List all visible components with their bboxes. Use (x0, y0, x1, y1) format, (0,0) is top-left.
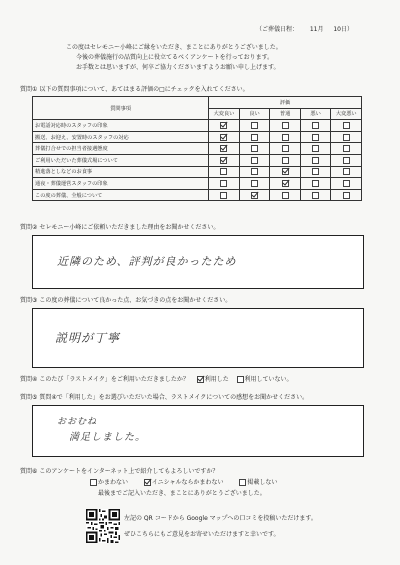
closing-message: 最後までご記入いただき、まことにありがとうございました。 (98, 490, 266, 497)
rating-cell (209, 189, 240, 201)
rating-checkbox[interactable] (343, 157, 350, 164)
rating-cell (209, 154, 240, 166)
q3-text: この度の葬儀について良かった点、お気づきの点をお聞かせください。 (39, 297, 232, 304)
date-month: 11 (309, 26, 318, 33)
q6-options (90, 479, 277, 486)
question-item: 搬送、お迎え、安置時のスタッフの対応 (33, 131, 209, 143)
rating-checkbox[interactable] (343, 134, 350, 141)
table-row (33, 120, 362, 132)
rating-cell (239, 178, 270, 190)
rating-checkbox[interactable] (220, 180, 227, 187)
footer-line-2: ぜひこちらにもご意見をお寄せいただけますと幸いです。 (124, 531, 280, 538)
q6-option-no: 掲載しない (247, 479, 278, 486)
rating-good: 良い (239, 108, 270, 120)
question-item: 通夜・葬儀運営スタッフの印象 (33, 178, 209, 190)
rating-cell (209, 143, 240, 155)
table-row (33, 166, 362, 178)
rating-checkbox[interactable] (312, 122, 319, 129)
q3-answer: 説明が丁寧 (55, 331, 121, 345)
rating-cell (300, 178, 331, 190)
table-row (33, 189, 362, 201)
q4-label: 質問④ (20, 376, 38, 383)
q1-label: 質問① (20, 86, 38, 93)
q3-answer-box[interactable] (32, 308, 364, 368)
rating-cell (331, 189, 362, 201)
rating-very-bad: 大変悪い (331, 108, 362, 120)
rating-cell (270, 154, 301, 166)
q3-label: 質問③ (20, 297, 38, 304)
q4-option-not-used: 利用していない。 (244, 376, 293, 383)
q2-answer: 近隣のため、評判が良かったため (57, 255, 237, 268)
rating-cell (270, 189, 301, 201)
rating-checkbox[interactable] (312, 168, 319, 175)
rating-cell (300, 166, 331, 178)
rating-checkbox[interactable] (220, 145, 227, 152)
q6-option-ok: かまわない (98, 479, 129, 486)
rating-checkbox[interactable] (220, 134, 227, 141)
table-row (33, 154, 362, 166)
rating-checkbox[interactable] (251, 180, 258, 187)
q6-heading (20, 468, 218, 475)
rating-cell (239, 166, 270, 178)
question-item: お電話対応時のスタッフの印象 (33, 120, 209, 132)
table-row (33, 143, 362, 155)
q5-answer-line-2: 満足しました。 (69, 432, 146, 443)
q6-label: 質問⑥ (20, 468, 38, 475)
footer-line-1: 左記の QR コードから Google マップへの口コミを投稿いただけます。 (124, 515, 317, 522)
q4-heading (20, 376, 293, 383)
date-label: （ご葬儀日程： (256, 26, 299, 33)
rating-cell (300, 131, 331, 143)
rating-checkbox[interactable] (251, 145, 258, 152)
rating-very-good: 大変良い (209, 108, 240, 120)
rating-cell (239, 154, 270, 166)
rating-cell (270, 143, 301, 155)
date-day: 10 (333, 26, 341, 33)
rating-table (32, 96, 362, 201)
rating-cell (300, 120, 331, 132)
rating-cell (331, 154, 362, 166)
rating-checkbox[interactable] (343, 145, 350, 152)
col-header-item: 質問事項 (33, 97, 209, 120)
rating-checkbox[interactable] (282, 192, 289, 199)
rating-checkbox[interactable] (282, 145, 289, 152)
rating-cell (209, 120, 240, 132)
rating-checkbox[interactable] (312, 157, 319, 164)
q2-text: セレモニー小峰にご依頼いただきました理由をお聞かせください。 (39, 224, 220, 231)
rating-cell (239, 189, 270, 201)
q5-answer-line-1: おおむね (57, 417, 98, 427)
funeral-date (256, 26, 353, 33)
rating-average: 普通 (270, 108, 301, 120)
rating-cell (331, 178, 362, 190)
question-item: 葬儀打合せでの担当者接遇態度 (33, 143, 209, 155)
rating-cell (239, 131, 270, 143)
rating-checkbox[interactable] (251, 168, 258, 175)
rating-checkbox[interactable] (282, 168, 289, 175)
question-item: 精進落としなどのお食事 (33, 166, 209, 178)
intro-line-3: お手数とは思いますが、何卒ご協力くださいますようお願い申し上げます。 (76, 64, 280, 71)
rating-cell (239, 120, 270, 132)
rating-cell (209, 131, 240, 143)
rating-cell (331, 120, 362, 132)
rating-cell (270, 120, 301, 132)
rating-cell (239, 143, 270, 155)
q1-text: 以下の質問事項について、あてはまる評価の□にチェックを入れてください。 (39, 86, 249, 93)
q1-heading (20, 86, 249, 93)
rating-checkbox[interactable] (282, 180, 289, 187)
rating-cell (331, 143, 362, 155)
rating-checkbox[interactable] (251, 134, 258, 141)
qr-code[interactable] (86, 509, 120, 543)
rating-checkbox[interactable] (343, 180, 350, 187)
q5-label: 質問⑤ (20, 394, 38, 401)
rating-cell (300, 154, 331, 166)
rating-checkbox[interactable] (220, 122, 227, 129)
q5-answer-box[interactable] (32, 405, 364, 457)
intro-line-1: この度はセレモニー小峰にご縁をいただき、まことにありがとうございました。 (66, 44, 282, 51)
q5-text: 質問④で「利用した」をお選びいただいた場合、ラストメイクについての感想をお聞かせください。 (39, 394, 309, 401)
rating-checkbox[interactable] (220, 157, 227, 164)
rating-cell (331, 166, 362, 178)
q6-option-ok-checkbox[interactable] (90, 479, 97, 486)
rating-checkbox[interactable] (251, 192, 258, 199)
rating-checkbox[interactable] (282, 157, 289, 164)
question-item: この度の葬儀、全般について (33, 189, 209, 201)
rating-checkbox[interactable] (282, 122, 289, 129)
rating-checkbox[interactable] (343, 122, 350, 129)
rating-cell (331, 131, 362, 143)
rating-cell (270, 166, 301, 178)
q6-text: このアンケートをインターネット上で紹介してもよろしいですか？ (39, 468, 219, 475)
date-month-unit: 月 (317, 26, 324, 33)
rating-cell (209, 166, 240, 178)
rating-cell (300, 189, 331, 201)
rating-cell (270, 131, 301, 143)
q4-text: このたび「ラストメイク」をご利用いただきましたか？ (39, 376, 189, 383)
q4-option-used: 利用した (204, 376, 229, 383)
q2-label: 質問② (20, 224, 38, 231)
question-item: ご利用いただいた葬儀式場について (33, 154, 209, 166)
q4-option-used-checkbox[interactable] (197, 376, 204, 383)
q2-heading (20, 224, 219, 231)
rating-bad: 悪い (300, 108, 331, 120)
q6-option-initials-checkbox[interactable] (144, 479, 151, 486)
q3-heading (20, 297, 231, 304)
q2-answer-box[interactable] (32, 235, 364, 289)
q6-option-no-checkbox[interactable] (239, 479, 246, 486)
rating-cell (209, 178, 240, 190)
q4-option-not-used-checkbox[interactable] (237, 376, 244, 383)
rating-checkbox[interactable] (343, 192, 350, 199)
rating-checkbox[interactable] (312, 180, 319, 187)
rating-checkbox[interactable] (251, 122, 258, 129)
rating-cell (270, 178, 301, 190)
col-header-eval: 評価 (209, 97, 362, 109)
q6-option-initials: イニシャルならかまわない (151, 479, 224, 486)
rating-checkbox[interactable] (312, 134, 319, 141)
rating-checkbox[interactable] (312, 145, 319, 152)
rating-checkbox[interactable] (220, 168, 227, 175)
q5-heading (20, 394, 308, 401)
date-day-unit: 日） (341, 26, 354, 33)
rating-checkbox[interactable] (282, 134, 289, 141)
intro-line-2: 今後の葬儀施行の品質向上に役立てるべくアンケートを行っております。 (76, 54, 274, 61)
rating-checkbox[interactable] (343, 168, 350, 175)
rating-checkbox[interactable] (220, 192, 227, 199)
rating-checkbox[interactable] (251, 157, 258, 164)
table-row (33, 131, 362, 143)
rating-checkbox[interactable] (312, 192, 319, 199)
rating-cell (300, 143, 331, 155)
table-row (33, 178, 362, 190)
